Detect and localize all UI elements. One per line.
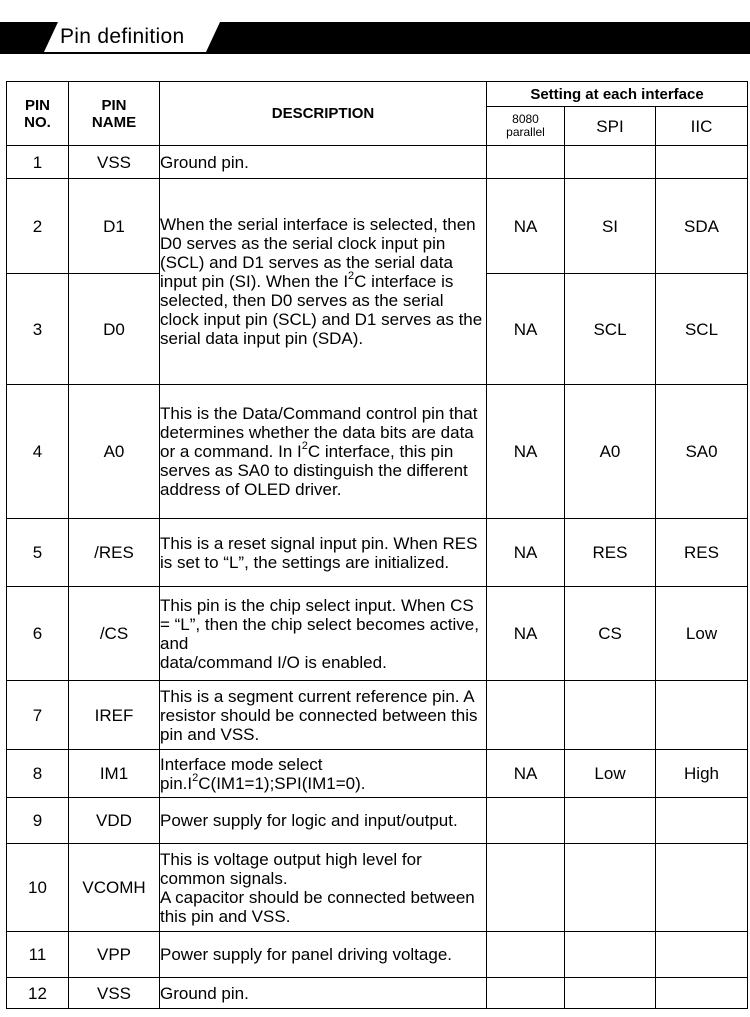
pin-no: 4 xyxy=(7,385,69,519)
table-row xyxy=(7,798,748,844)
pin-description: This is the Data/Command control pin that determines whether the data bits are data or a command. In $I^2C$ interface, this pin serves as SA0 to distinguish the different address of OLED driver. xyxy=(160,385,487,519)
setting-iic: RES xyxy=(656,519,748,587)
setting-spi xyxy=(565,978,656,1009)
pin-no: 5 xyxy=(7,519,69,587)
pin-description: Power supply for logic and input/output. xyxy=(160,798,487,844)
header-pin-no: PIN NO. xyxy=(7,82,69,146)
setting-8080: NA xyxy=(487,750,565,798)
setting-8080 xyxy=(487,681,565,750)
header-8080-parallel: 8080 parallel xyxy=(487,107,565,146)
pin-name: VSS xyxy=(69,146,160,179)
pin-no: 12 xyxy=(7,978,69,1009)
table-row xyxy=(7,750,748,798)
table-row xyxy=(7,932,748,978)
setting-iic xyxy=(656,932,748,978)
header-spi: SPI xyxy=(565,107,656,146)
setting-iic: SDA xyxy=(656,179,748,274)
setting-spi: CS xyxy=(565,587,656,681)
pin-description: This pin is the chip select input. When CS = “L”, then the chip select becomes active, and data/command I/O is enabled. xyxy=(160,587,487,681)
setting-spi: SCL xyxy=(565,274,656,385)
setting-spi: A0 xyxy=(565,385,656,519)
pin-name: IM1 xyxy=(69,750,160,798)
setting-8080 xyxy=(487,146,565,179)
setting-8080 xyxy=(487,844,565,932)
table-row xyxy=(7,978,748,1009)
setting-spi xyxy=(565,681,656,750)
setting-spi xyxy=(565,844,656,932)
table-row xyxy=(7,385,748,519)
pin-no: 10 xyxy=(7,844,69,932)
pin-description: Power supply for panel driving voltage. xyxy=(160,932,487,978)
setting-iic: Low xyxy=(656,587,748,681)
setting-8080: NA xyxy=(487,587,565,681)
pin-description: This is a segment current reference pin. A resistor should be connected between this pin and VSS. xyxy=(160,681,487,750)
header-pin-name: PIN NAME xyxy=(69,82,160,146)
header-description: DESCRIPTION xyxy=(160,82,487,146)
setting-iic xyxy=(656,681,748,750)
table-row xyxy=(7,681,748,750)
pin-no: 1 xyxy=(7,146,69,179)
table-row xyxy=(7,519,748,587)
setting-spi: Low xyxy=(565,750,656,798)
pin-no: 8 xyxy=(7,750,69,798)
setting-8080 xyxy=(487,978,565,1009)
setting-spi xyxy=(565,932,656,978)
section-title: Pin definition xyxy=(60,25,185,48)
setting-iic xyxy=(656,978,748,1009)
setting-iic xyxy=(656,798,748,844)
pin-name: VCOMH xyxy=(69,844,160,932)
header-iic: IIC xyxy=(656,107,748,146)
pin-definition-table xyxy=(6,81,748,1009)
pin-description: Ground pin. xyxy=(160,978,487,1009)
pin-description: This is a reset signal input pin. When RES is set to “L”, the settings are initialized. xyxy=(160,519,487,587)
setting-8080: NA xyxy=(487,179,565,274)
table-row xyxy=(7,587,748,681)
pin-no: 3 xyxy=(7,274,69,385)
pin-description: Interface mode select $pin.I^2C(IM1=1);SPI(IM1=0)$. xyxy=(160,750,487,798)
table-row xyxy=(7,146,748,179)
pin-name: VPP xyxy=(69,932,160,978)
pin-description: This is voltage output high level for common signals. A capacitor should be connected between this pin and VSS. xyxy=(160,844,487,932)
setting-8080: NA xyxy=(487,385,565,519)
pin-name: D0 xyxy=(69,274,160,385)
setting-8080: NA xyxy=(487,519,565,587)
setting-spi: RES xyxy=(565,519,656,587)
pin-description: When the serial interface is selected, then D0 serves as the serial clock input pin (SCL) and D1 serves as the serial data input pin (SI). When the $I^2C$ interface is selected, then D0 serves as the serial clock input pin (SCL) and D1 serves as the serial data input pin (SDA). xyxy=(160,179,487,385)
setting-spi xyxy=(565,146,656,179)
setting-8080: NA xyxy=(487,274,565,385)
setting-spi xyxy=(565,798,656,844)
table-row xyxy=(7,844,748,932)
setting-iic xyxy=(656,146,748,179)
pin-description: Ground pin. xyxy=(160,146,487,179)
pin-no: 6 xyxy=(7,587,69,681)
setting-iic: SCL xyxy=(656,274,748,385)
pin-no: 2 xyxy=(7,179,69,274)
setting-iic: SA0 xyxy=(656,385,748,519)
pin-name: VSS xyxy=(69,978,160,1009)
pin-name: A0 xyxy=(69,385,160,519)
setting-iic: High xyxy=(656,750,748,798)
setting-spi: SI xyxy=(565,179,656,274)
pin-name: VDD xyxy=(69,798,160,844)
setting-8080 xyxy=(487,798,565,844)
pin-name: IREF xyxy=(69,681,160,750)
header-setting-interface: Setting at each interface xyxy=(487,82,748,107)
pin-name: /CS xyxy=(69,587,160,681)
pin-name: D1 xyxy=(69,179,160,274)
pin-name: /RES xyxy=(69,519,160,587)
pin-no: 11 xyxy=(7,932,69,978)
pin-no: 7 xyxy=(7,681,69,750)
setting-8080 xyxy=(487,932,565,978)
setting-iic xyxy=(656,844,748,932)
pin-no: 9 xyxy=(7,798,69,844)
table-row xyxy=(7,179,748,274)
